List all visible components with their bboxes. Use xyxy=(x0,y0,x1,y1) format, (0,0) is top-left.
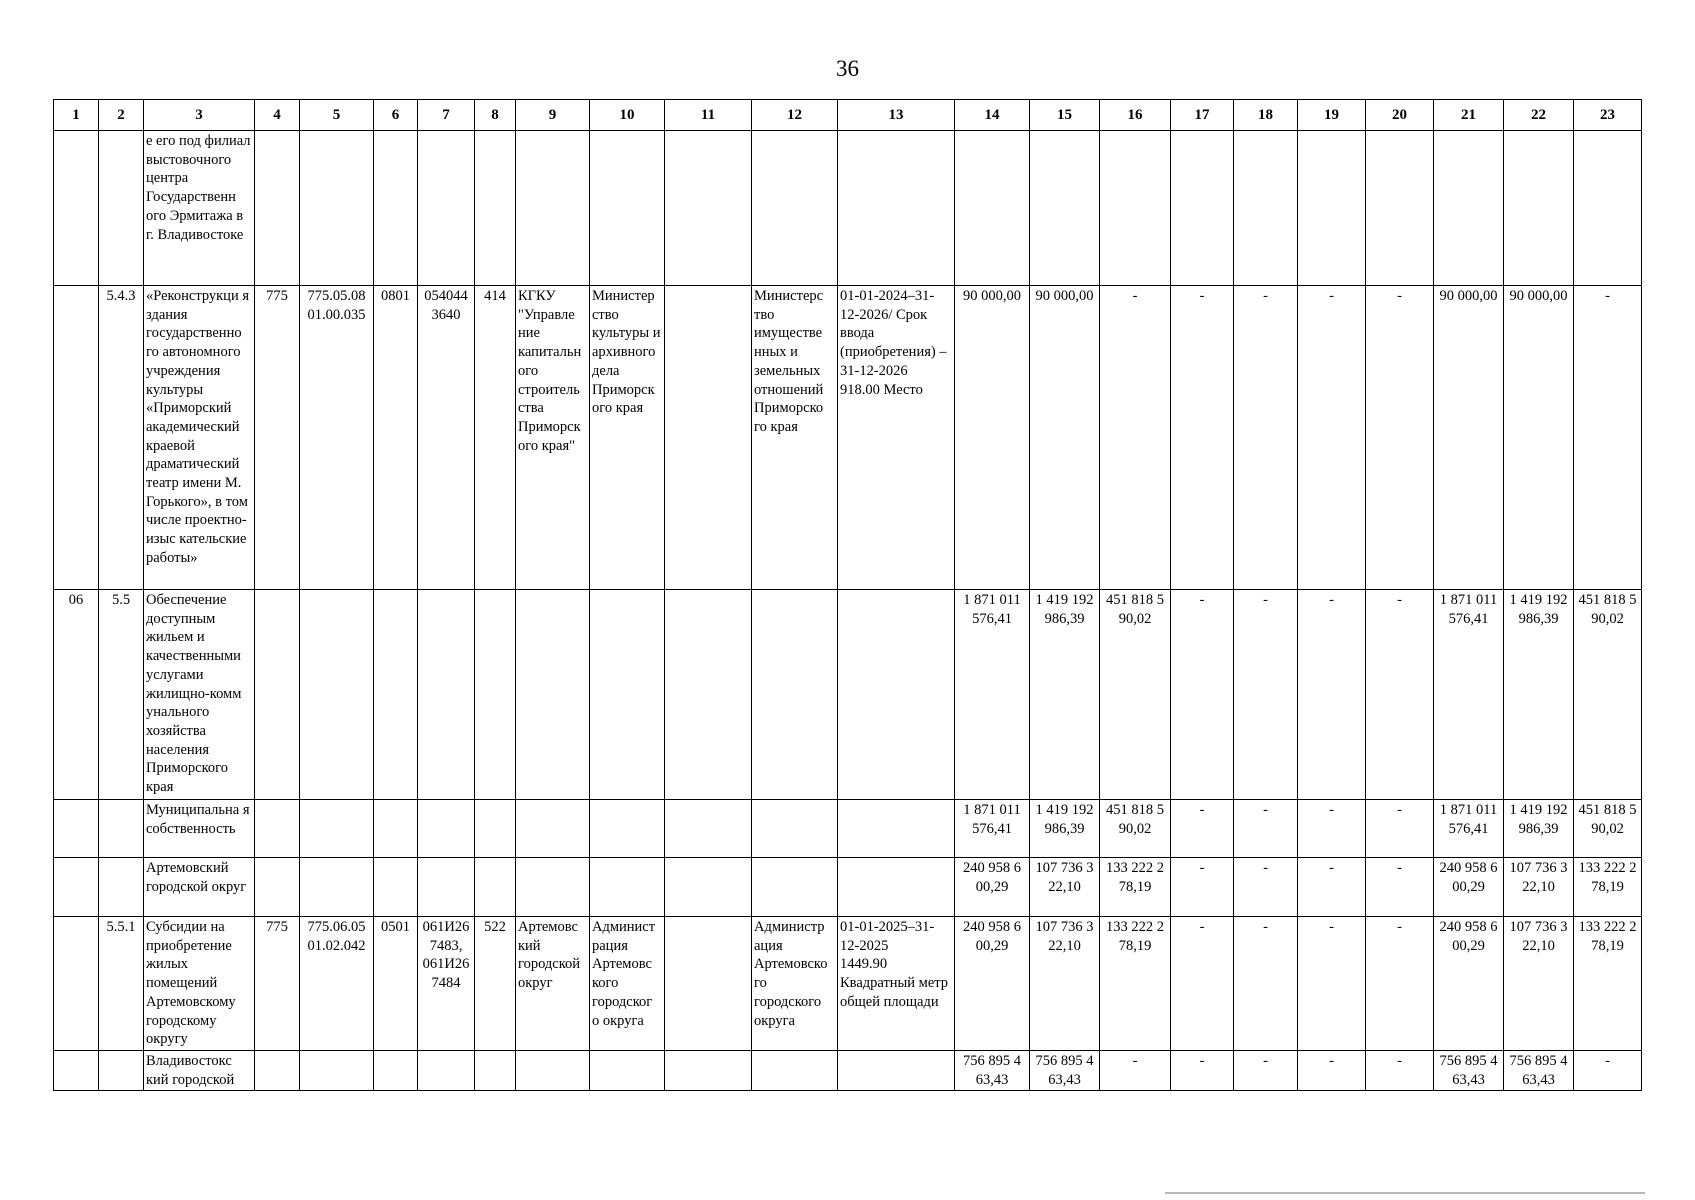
header-col-1: 1 xyxy=(54,100,99,131)
cell-col-11 xyxy=(665,917,752,1051)
cell-col-19: - xyxy=(1298,1050,1366,1090)
cell-col-20: - xyxy=(1366,858,1434,917)
cell-col-22: 107 736 3 22,10 xyxy=(1504,858,1574,917)
row-artemovsky xyxy=(54,858,1642,917)
header-col-5: 5 xyxy=(300,100,374,131)
cell-col-10 xyxy=(590,131,665,286)
cell-col-2 xyxy=(99,1050,144,1090)
cell-col-15: 756 895 4 63,43 xyxy=(1030,1050,1100,1090)
cell-col-21: 756 895 4 63,43 xyxy=(1434,1050,1504,1090)
cell-col-9: Артемовс кий городской округ xyxy=(516,917,590,1051)
cell-col-12 xyxy=(752,1050,838,1090)
header-col-15: 15 xyxy=(1030,100,1100,131)
cell-col-14: 756 895 4 63,43 xyxy=(955,1050,1030,1090)
cell-col-11 xyxy=(665,1050,752,1090)
header-col-10: 10 xyxy=(590,100,665,131)
cell-col-7: 061И26 7483, 061И26 7484 xyxy=(418,917,475,1051)
cell-col-18: - xyxy=(1234,800,1298,858)
cell-col-15: 107 736 3 22,10 xyxy=(1030,917,1100,1051)
cell-col-16: 451 818 5 90,02 xyxy=(1100,590,1171,800)
cell-col-17: - xyxy=(1171,917,1234,1051)
header-row xyxy=(54,100,1642,131)
cell-col-21 xyxy=(1434,131,1504,286)
cell-col-4: 775 xyxy=(255,917,300,1051)
cell-col-13: 01-01-2024–31-12-2026/ Срок ввода (приобретения) – 31-12-2026 918.00 Место xyxy=(838,286,955,590)
cell-col-22 xyxy=(1504,131,1574,286)
cell-col-8: 522 xyxy=(475,917,516,1051)
scan-artifact-line xyxy=(1165,1192,1645,1194)
cell-col-14: 90 000,00 xyxy=(955,286,1030,590)
header-col-21: 21 xyxy=(1434,100,1504,131)
cell-col-10: Министер ство культуры и архивного дела Приморск ого края xyxy=(590,286,665,590)
cell-col-13 xyxy=(838,800,955,858)
cell-col-12 xyxy=(752,858,838,917)
cell-col-7 xyxy=(418,131,475,286)
header-col-14: 14 xyxy=(955,100,1030,131)
cell-col-18: - xyxy=(1234,858,1298,917)
cell-col-23: - xyxy=(1574,1050,1642,1090)
cell-col-16: 451 818 5 90,02 xyxy=(1100,800,1171,858)
cell-col-21: 1 871 011 576,41 xyxy=(1434,800,1504,858)
cell-col-21: 1 871 011 576,41 xyxy=(1434,590,1504,800)
cell-col-3: е его под филиал выстовочного центра Государственн ого Эрмитажа в г. Владивостоке xyxy=(144,131,255,286)
cell-col-17 xyxy=(1171,131,1234,286)
header-col-4: 4 xyxy=(255,100,300,131)
header-col-9: 9 xyxy=(516,100,590,131)
cell-col-6 xyxy=(374,858,418,917)
cell-col-20: - xyxy=(1366,800,1434,858)
cell-col-9: КГКУ "Управле ние капитальн ого строитель ства Приморск ого края" xyxy=(516,286,590,590)
header-col-22: 22 xyxy=(1504,100,1574,131)
header-col-7: 7 xyxy=(418,100,475,131)
cell-col-14 xyxy=(955,131,1030,286)
cell-col-10: Админист рация Артемовс кого городског о округа xyxy=(590,917,665,1051)
cell-col-4 xyxy=(255,131,300,286)
header-col-19: 19 xyxy=(1298,100,1366,131)
cell-col-2: 5.5 xyxy=(99,590,144,800)
cell-col-15: 90 000,00 xyxy=(1030,286,1100,590)
cell-col-22: 1 419 192 986,39 xyxy=(1504,800,1574,858)
cell-col-7 xyxy=(418,590,475,800)
cell-col-19: - xyxy=(1298,286,1366,590)
cell-col-20: - xyxy=(1366,917,1434,1051)
cell-col-3: Муниципальна я собственность xyxy=(144,800,255,858)
cell-col-12 xyxy=(752,590,838,800)
cell-col-22: 1 419 192 986,39 xyxy=(1504,590,1574,800)
budget-table xyxy=(53,99,1642,1091)
cell-col-14: 1 871 011 576,41 xyxy=(955,590,1030,800)
cell-col-14: 240 958 6 00,29 xyxy=(955,858,1030,917)
cell-col-11 xyxy=(665,286,752,590)
cell-col-13: 01-01-2025–31-12-2025 1449.90 Квадратный метр общей площади xyxy=(838,917,955,1051)
cell-col-17: - xyxy=(1171,286,1234,590)
cell-col-19: - xyxy=(1298,800,1366,858)
header-col-11: 11 xyxy=(665,100,752,131)
cell-col-19 xyxy=(1298,131,1366,286)
header-col-20: 20 xyxy=(1366,100,1434,131)
cell-col-22: 90 000,00 xyxy=(1504,286,1574,590)
row-5-5-1 xyxy=(54,917,1642,1051)
cell-col-1 xyxy=(54,858,99,917)
cell-col-5: 775.05.08 01.00.035 xyxy=(300,286,374,590)
cell-col-15: 1 419 192 986,39 xyxy=(1030,800,1100,858)
cell-col-20: - xyxy=(1366,1050,1434,1090)
cell-col-18 xyxy=(1234,131,1298,286)
cell-col-11 xyxy=(665,858,752,917)
header-col-12: 12 xyxy=(752,100,838,131)
cell-col-10 xyxy=(590,858,665,917)
row-5-5 xyxy=(54,590,1642,800)
cell-col-1 xyxy=(54,800,99,858)
cell-col-4: 775 xyxy=(255,286,300,590)
header-col-16: 16 xyxy=(1100,100,1171,131)
cell-col-9 xyxy=(516,590,590,800)
cell-col-6 xyxy=(374,131,418,286)
row-5-4-3 xyxy=(54,286,1642,590)
header-col-17: 17 xyxy=(1171,100,1234,131)
header-col-23: 23 xyxy=(1574,100,1642,131)
cell-col-10 xyxy=(590,800,665,858)
cell-col-18: - xyxy=(1234,590,1298,800)
cell-col-6 xyxy=(374,1050,418,1090)
cell-col-2 xyxy=(99,131,144,286)
cell-col-11 xyxy=(665,800,752,858)
cell-col-15 xyxy=(1030,131,1100,286)
cell-col-22: 107 736 3 22,10 xyxy=(1504,917,1574,1051)
cell-col-2 xyxy=(99,858,144,917)
cell-col-8 xyxy=(475,590,516,800)
cell-col-6: 0501 xyxy=(374,917,418,1051)
cell-col-13 xyxy=(838,590,955,800)
cell-col-8: 414 xyxy=(475,286,516,590)
cell-col-23: 133 222 2 78,19 xyxy=(1574,858,1642,917)
cell-col-3: Обеспечение доступным жильем и качественными услугами жилищно-комм унального хозяйства населения Приморского края xyxy=(144,590,255,800)
row-municipal xyxy=(54,800,1642,858)
cell-col-12: Администр ация Артемовско го городского округа xyxy=(752,917,838,1051)
cell-col-21: 90 000,00 xyxy=(1434,286,1504,590)
cell-col-5 xyxy=(300,800,374,858)
cell-col-5: 775.06.05 01.02.042 xyxy=(300,917,374,1051)
cell-col-16: - xyxy=(1100,286,1171,590)
header-col-3: 3 xyxy=(144,100,255,131)
cell-col-20: - xyxy=(1366,286,1434,590)
cell-col-1 xyxy=(54,131,99,286)
row-continuation xyxy=(54,131,1642,286)
row-vladivostok xyxy=(54,1050,1642,1090)
cell-col-2: 5.4.3 xyxy=(99,286,144,590)
cell-col-17: - xyxy=(1171,858,1234,917)
cell-col-14: 1 871 011 576,41 xyxy=(955,800,1030,858)
cell-col-15: 107 736 3 22,10 xyxy=(1030,858,1100,917)
cell-col-5 xyxy=(300,590,374,800)
cell-col-1 xyxy=(54,286,99,590)
cell-col-6 xyxy=(374,800,418,858)
cell-col-17: - xyxy=(1171,590,1234,800)
header-col-8: 8 xyxy=(475,100,516,131)
cell-col-19: - xyxy=(1298,917,1366,1051)
header-col-6: 6 xyxy=(374,100,418,131)
cell-col-8 xyxy=(475,1050,516,1090)
header-col-2: 2 xyxy=(99,100,144,131)
cell-col-18: - xyxy=(1234,1050,1298,1090)
cell-col-10 xyxy=(590,590,665,800)
cell-col-12: Министерс тво имуществе нных и земельных отношений Приморско го края xyxy=(752,286,838,590)
cell-col-19: - xyxy=(1298,858,1366,917)
cell-col-23: - xyxy=(1574,286,1642,590)
cell-col-6 xyxy=(374,590,418,800)
cell-col-21: 240 958 6 00,29 xyxy=(1434,917,1504,1051)
cell-col-13 xyxy=(838,1050,955,1090)
cell-col-3: Владивостокс кий городской xyxy=(144,1050,255,1090)
cell-col-7 xyxy=(418,858,475,917)
cell-col-21: 240 958 6 00,29 xyxy=(1434,858,1504,917)
cell-col-9 xyxy=(516,1050,590,1090)
cell-col-4 xyxy=(255,1050,300,1090)
cell-col-2 xyxy=(99,800,144,858)
cell-col-20 xyxy=(1366,131,1434,286)
cell-col-16 xyxy=(1100,131,1171,286)
cell-col-22: 756 895 4 63,43 xyxy=(1504,1050,1574,1090)
cell-col-17: - xyxy=(1171,800,1234,858)
cell-col-1 xyxy=(54,1050,99,1090)
cell-col-18: - xyxy=(1234,917,1298,1051)
cell-col-18: - xyxy=(1234,286,1298,590)
cell-col-23: 451 818 5 90,02 xyxy=(1574,590,1642,800)
cell-col-15: 1 419 192 986,39 xyxy=(1030,590,1100,800)
cell-col-2: 5.5.1 xyxy=(99,917,144,1051)
cell-col-5 xyxy=(300,1050,374,1090)
cell-col-9 xyxy=(516,858,590,917)
cell-col-3: «Реконструкци я здания государственно го автономного учреждения культуры «Приморский академический краевой драматический театр имени М. Горького», в том числе проектно-изыс кательские работы» xyxy=(144,286,255,590)
header-col-13: 13 xyxy=(838,100,955,131)
cell-col-16: 133 222 2 78,19 xyxy=(1100,858,1171,917)
cell-col-12 xyxy=(752,800,838,858)
cell-col-23: 133 222 2 78,19 xyxy=(1574,917,1642,1051)
cell-col-9 xyxy=(516,800,590,858)
cell-col-7 xyxy=(418,1050,475,1090)
cell-col-23 xyxy=(1574,131,1642,286)
cell-col-8 xyxy=(475,858,516,917)
cell-col-7: 054044 3640 xyxy=(418,286,475,590)
cell-col-4 xyxy=(255,800,300,858)
cell-col-16: - xyxy=(1100,1050,1171,1090)
cell-col-10 xyxy=(590,1050,665,1090)
cell-col-4 xyxy=(255,590,300,800)
cell-col-11 xyxy=(665,590,752,800)
cell-col-9 xyxy=(516,131,590,286)
cell-col-6: 0801 xyxy=(374,286,418,590)
cell-col-8 xyxy=(475,800,516,858)
cell-col-23: 451 818 5 90,02 xyxy=(1574,800,1642,858)
cell-col-1 xyxy=(54,917,99,1051)
header-col-18: 18 xyxy=(1234,100,1298,131)
cell-col-4 xyxy=(255,858,300,917)
cell-col-3: Субсидии на приобретение жилых помещений Артемовскому городскому округу xyxy=(144,917,255,1051)
cell-col-16: 133 222 2 78,19 xyxy=(1100,917,1171,1051)
cell-col-13 xyxy=(838,858,955,917)
cell-col-5 xyxy=(300,131,374,286)
page-number: 36 xyxy=(836,56,859,81)
cell-col-17: - xyxy=(1171,1050,1234,1090)
cell-col-20: - xyxy=(1366,590,1434,800)
cell-col-7 xyxy=(418,800,475,858)
cell-col-14: 240 958 6 00,29 xyxy=(955,917,1030,1051)
cell-col-11 xyxy=(665,131,752,286)
cell-col-3: Артемовский городской округ xyxy=(144,858,255,917)
cell-col-19: - xyxy=(1298,590,1366,800)
cell-col-12 xyxy=(752,131,838,286)
cell-col-13 xyxy=(838,131,955,286)
cell-col-1: 06 xyxy=(54,590,99,800)
cell-col-5 xyxy=(300,858,374,917)
cell-col-8 xyxy=(475,131,516,286)
